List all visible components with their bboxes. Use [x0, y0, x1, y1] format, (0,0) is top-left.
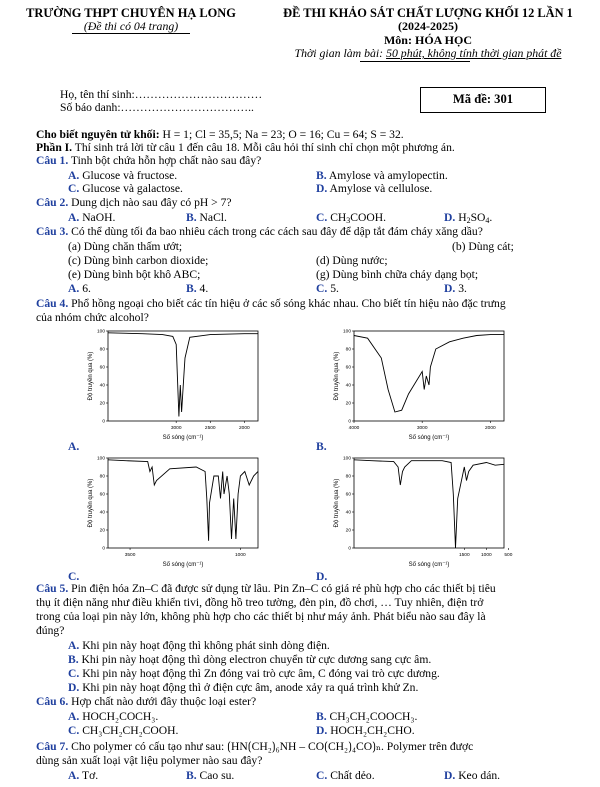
formula-part: .	[489, 211, 493, 224]
time-limit	[258, 46, 598, 61]
option-1b[interactable]: B. Amylose và amylopectin.	[316, 169, 448, 182]
question-number: Câu 4.	[36, 297, 69, 310]
option-2b[interactable]: B. NaCl.	[186, 211, 227, 224]
y-tick-label: 0	[102, 546, 105, 552]
y-tick-label: 20	[345, 401, 351, 407]
part-label: Phần I.	[36, 141, 73, 154]
option-text: Chất dẻo.	[330, 769, 375, 782]
y-tick-label: 60	[345, 492, 351, 498]
option-text: Tơ.	[81, 769, 99, 782]
y-tick-label: 60	[99, 365, 105, 371]
y-tick-label: 100	[96, 329, 105, 335]
plot-frame	[354, 458, 504, 548]
y-tick-label: 40	[345, 383, 351, 389]
header-underline-right	[360, 61, 470, 62]
option-6a[interactable]: A. HOCH₂COCH₃.	[68, 710, 159, 723]
x-tick-label: 1500	[458, 553, 470, 558]
x-tick-label: 2500	[204, 426, 216, 431]
question-number: Câu 7.	[36, 740, 69, 753]
question-4	[36, 297, 506, 310]
formula-sub: 3	[346, 216, 351, 225]
option-3c[interactable]: C. 5.	[316, 282, 339, 295]
y-tick-label: 80	[99, 474, 105, 480]
method-e: (e) Dùng bình bột khô ABC;	[68, 268, 201, 281]
y-tick-label: 60	[345, 365, 351, 371]
ir-plot-svg	[84, 325, 264, 443]
ir-plot-svg	[330, 325, 510, 443]
atomic-label: Cho biết nguyên tử khối:	[36, 128, 160, 141]
option-4d[interactable]: D.	[316, 570, 328, 583]
x-tick-label: 3500	[124, 553, 136, 558]
question-5-line2: thụ ít điện năng như điều khiển tivi, đồng hồ treo tường, đèn pin, đồ chơi, … Tuy nhiên, điện trở	[36, 596, 484, 609]
option-text: 6.	[82, 282, 91, 295]
formula-part: COOH.	[350, 211, 387, 224]
x-tick-label: 2000	[485, 426, 496, 431]
option-4a[interactable]: A.	[68, 440, 80, 453]
plot-frame	[108, 331, 258, 421]
y-tick-label: 0	[102, 419, 105, 425]
school-year: (2024-2025)	[398, 19, 458, 33]
ir-spectrum-a	[84, 325, 264, 443]
option-7a[interactable]: A. Tơ.	[68, 769, 99, 782]
option-7d[interactable]: D. Keo dán.	[444, 769, 501, 782]
x-tick-label: 3000	[170, 426, 182, 431]
option-text: NaOH.	[82, 211, 116, 224]
student-name-field: Họ, tên thí sinh:……………………………	[60, 88, 263, 101]
ir-plot-svg	[330, 452, 513, 570]
option-4b[interactable]: B.	[316, 440, 327, 453]
exam-code-box: Mã đề: 301	[420, 87, 546, 113]
exam-title: ĐỀ THI KHẢO SÁT CHẤT LƯỢNG KHỐI 12 LẦN 1	[283, 6, 573, 20]
option-1a[interactable]: A. Glucose và fructose.	[68, 169, 178, 182]
option-text: HOCH₂COCH₃.	[82, 710, 159, 723]
question-text: Tinh bột chứa hỗn hợp chất nào sau đây?	[68, 154, 262, 167]
y-tick-label: 40	[99, 383, 105, 389]
formula-sub: 4	[485, 216, 490, 225]
question-5-line3: trong của loại pin này lớn, không phù hợp cho các thiết bị như máy ảnh. Phát biểu nào sau đây là	[36, 610, 486, 623]
method-g: (g) Dùng bình chữa cháy dạng bọt;	[316, 268, 479, 281]
option-text: Keo dán.	[458, 769, 501, 782]
option-text: CH₃CH₂CH₂COOH.	[82, 724, 179, 737]
question-2	[36, 196, 232, 209]
y-tick-label: 100	[342, 456, 351, 462]
y-tick-label: 20	[99, 401, 105, 407]
formula-part: CH	[330, 211, 347, 224]
question-text: Hợp chất nào dưới đây thuộc loại ester?	[68, 695, 257, 708]
y-axis-label: Độ truyền qua (%)	[334, 478, 340, 528]
plot-frame	[354, 331, 504, 421]
part-text: Thí sinh trả lời từ câu 1 đến câu 18. Mỗi câu hỏi thí sinh chỉ chọn một phương án.	[72, 141, 455, 154]
ir-spectrum-b	[330, 325, 510, 443]
option-text: Glucose và fructose.	[82, 169, 178, 182]
y-axis-label: Độ truyền qua (%)	[334, 351, 340, 401]
option-5b[interactable]: B. Khi pin này hoạt động thì dòng electron chuyển từ cực dương sang cực âm.	[68, 653, 432, 666]
option-7c[interactable]: C. Chất dẻo.	[316, 769, 375, 782]
y-tick-label: 80	[345, 347, 351, 353]
option-text: Glucose và galactose.	[82, 182, 183, 195]
method-c: (c) Dùng bình carbon dioxide;	[68, 254, 209, 267]
option-text: CH₃CH₂COOCH₃.	[329, 710, 418, 723]
option-7b[interactable]: B. Cao su.	[186, 769, 235, 782]
question-4-cont: của nhóm chức alcohol?	[36, 311, 149, 324]
atomic-values: H = 1; Cl = 35,5; Na = 23; O = 16; Cu = 64; S = 32.	[159, 128, 404, 141]
question-text: Pin điện hóa Zn–C đã được sử dụng từ lâu. Pin Zn–C có giá rẻ phù hợp cho các thiết bị tiêu	[68, 582, 496, 595]
y-tick-label: 40	[345, 510, 351, 516]
option-2a[interactable]: A. NaOH.	[68, 211, 116, 224]
x-tick-label: 500	[504, 553, 513, 558]
question-1	[36, 154, 261, 167]
x-tick-label: 2000	[239, 426, 250, 431]
subject: Môn: HÓA HỌC	[383, 33, 472, 47]
y-tick-label: 80	[99, 347, 105, 353]
option-6c[interactable]: C. CH₃CH₂CH₂COOH.	[68, 724, 179, 737]
spectrum-line	[108, 460, 258, 541]
question-text: Phổ hồng ngoại cho biết các tín hiệu ở các số sóng khác nhau. Cho biết tín hiệu nào đặc trưng	[68, 297, 506, 310]
school-name: TRƯỜNG THPT CHUYÊN HẠ LONG	[26, 6, 236, 20]
spectrum-line	[108, 333, 258, 417]
option-text: NaCl.	[199, 211, 227, 224]
time-prefix: Thời gian làm bài:	[294, 46, 387, 60]
option-5a[interactable]: A. Khi pin này hoạt động thì không phát sinh dòng điện.	[68, 639, 330, 652]
question-5-line4: đúng?	[36, 624, 65, 637]
question-3	[36, 225, 483, 238]
question-number: Câu 2.	[36, 196, 69, 209]
option-1d[interactable]: D. Amylose và cellulose.	[316, 182, 433, 195]
y-tick-label: 0	[348, 546, 351, 552]
header-underline-left	[72, 33, 190, 34]
formula-part: H	[458, 211, 467, 224]
question-number: Câu 6.	[36, 695, 69, 708]
option-text: Khi pin này hoạt động thì dòng electron chuyển từ cực dương sang cực âm.	[81, 653, 432, 666]
question-number: Câu 5.	[36, 582, 69, 595]
question-text: Có thể dùng tối đa bao nhiêu cách trong các cách sau đây để dập tắt đám cháy xăng dầu?	[68, 225, 483, 238]
option-text: Khi pin này hoạt động thì ở điện cực âm, anode xảy ra quá trình khử Zn.	[82, 681, 419, 694]
option-2d[interactable]: D. $H_2SO_4$.	[444, 211, 493, 225]
option-text: Amylose và amylopectin.	[328, 169, 448, 182]
option-3a[interactable]: A. 6.	[68, 282, 91, 295]
y-tick-label: 60	[99, 492, 105, 498]
y-tick-label: 100	[342, 329, 351, 335]
x-axis-label: Số sóng (cm⁻¹)	[162, 435, 204, 441]
option-text: Khi pin này hoạt động thì Zn đóng vai trò cực âm, C đóng vai trò cực dương.	[82, 667, 440, 680]
spectrum-line	[354, 335, 504, 412]
y-tick-label: 40	[99, 510, 105, 516]
question-number: Câu 1.	[36, 154, 69, 167]
page-count-note: (Đề thi có 04 trang)	[83, 19, 179, 33]
y-tick-label: 80	[345, 474, 351, 480]
y-tick-label: 0	[348, 419, 351, 425]
time-value: 50 phút, không tính thời gian phát đề	[386, 46, 562, 60]
x-tick-label: 1000	[235, 553, 246, 558]
ir-spectrum-c	[84, 452, 264, 570]
ir-plot-svg	[84, 452, 264, 570]
ir-spectrum-d	[330, 452, 513, 570]
option-3b[interactable]: B. 4.	[186, 282, 209, 295]
option-text: 4.	[199, 282, 209, 295]
x-tick-label: 3000	[416, 426, 428, 431]
question-7	[36, 739, 473, 754]
option-6d[interactable]: D. HOCH₂CH₂CHO.	[316, 724, 415, 737]
x-axis-label: Số sóng (cm⁻¹)	[162, 562, 204, 568]
option-text: 3.	[458, 282, 467, 295]
x-tick-label: 4000	[348, 426, 360, 431]
option-text: HOCH₂CH₂CHO.	[330, 724, 415, 737]
polymer-formula: ⟮HN⟮CH₂⟯₆NH – CO⟮CH₂⟯₄CO⟯ₙ	[227, 740, 381, 753]
spectrum-line	[354, 460, 504, 548]
question-7-cont: dùng sản xuất loại vật liệu polymer nào sau đây?	[36, 754, 263, 767]
part-one-line	[36, 141, 455, 154]
option-text: Khi pin này hoạt động thì không phát sinh dòng điện.	[82, 639, 330, 652]
question-5	[36, 582, 496, 595]
formula-part: SO	[470, 211, 486, 224]
option-5d[interactable]: D. Khi pin này hoạt động thì ở điện cực âm, anode xảy ra quá trình khử Zn.	[68, 681, 419, 694]
y-tick-label: 20	[99, 528, 105, 534]
y-tick-label: 20	[345, 528, 351, 534]
option-3d[interactable]: D. 3.	[444, 282, 467, 295]
method-a: (a) Dùng chăn thấm ướt;	[68, 240, 183, 253]
method-b: (b) Dùng cát;	[452, 240, 514, 253]
option-text: Cao su.	[199, 769, 235, 782]
option-1c[interactable]: C. Glucose và galactose.	[68, 182, 183, 195]
option-6b[interactable]: B. CH₃CH₂COOCH₃.	[316, 710, 418, 723]
x-axis-label: Số sóng (cm⁻¹)	[408, 435, 450, 441]
question-6	[36, 695, 256, 708]
option-2c[interactable]: C. $CH_3COOH$.	[316, 211, 387, 225]
x-tick-label: 1000	[481, 553, 492, 558]
question-text: Dung dịch nào sau đây có pH > 7?	[68, 196, 232, 209]
option-text: Amylose và cellulose.	[329, 182, 433, 195]
question-text-after: . Polymer trên được	[380, 740, 474, 753]
y-axis-label: Độ truyền qua (%)	[88, 351, 94, 401]
option-5c[interactable]: C. Khi pin này hoạt động thì Zn đóng vai trò cực âm, C đóng vai trò cực dương.	[68, 667, 440, 680]
option-4c[interactable]: C.	[68, 570, 80, 583]
question-number: Câu 3.	[36, 225, 69, 238]
question-text: Cho polymer có cấu tạo như sau:	[68, 740, 228, 753]
formula-sub: 2	[466, 216, 471, 225]
x-axis-label: Số sóng (cm⁻¹)	[408, 562, 450, 568]
method-d: (d) Dùng nước;	[316, 254, 388, 267]
y-tick-label: 100	[96, 456, 105, 462]
option-text: 5.	[330, 282, 339, 295]
atomic-mass-line	[36, 128, 404, 141]
student-id-field: Số báo danh:……………………………..	[60, 101, 254, 114]
y-axis-label: Độ truyền qua (%)	[88, 478, 94, 528]
